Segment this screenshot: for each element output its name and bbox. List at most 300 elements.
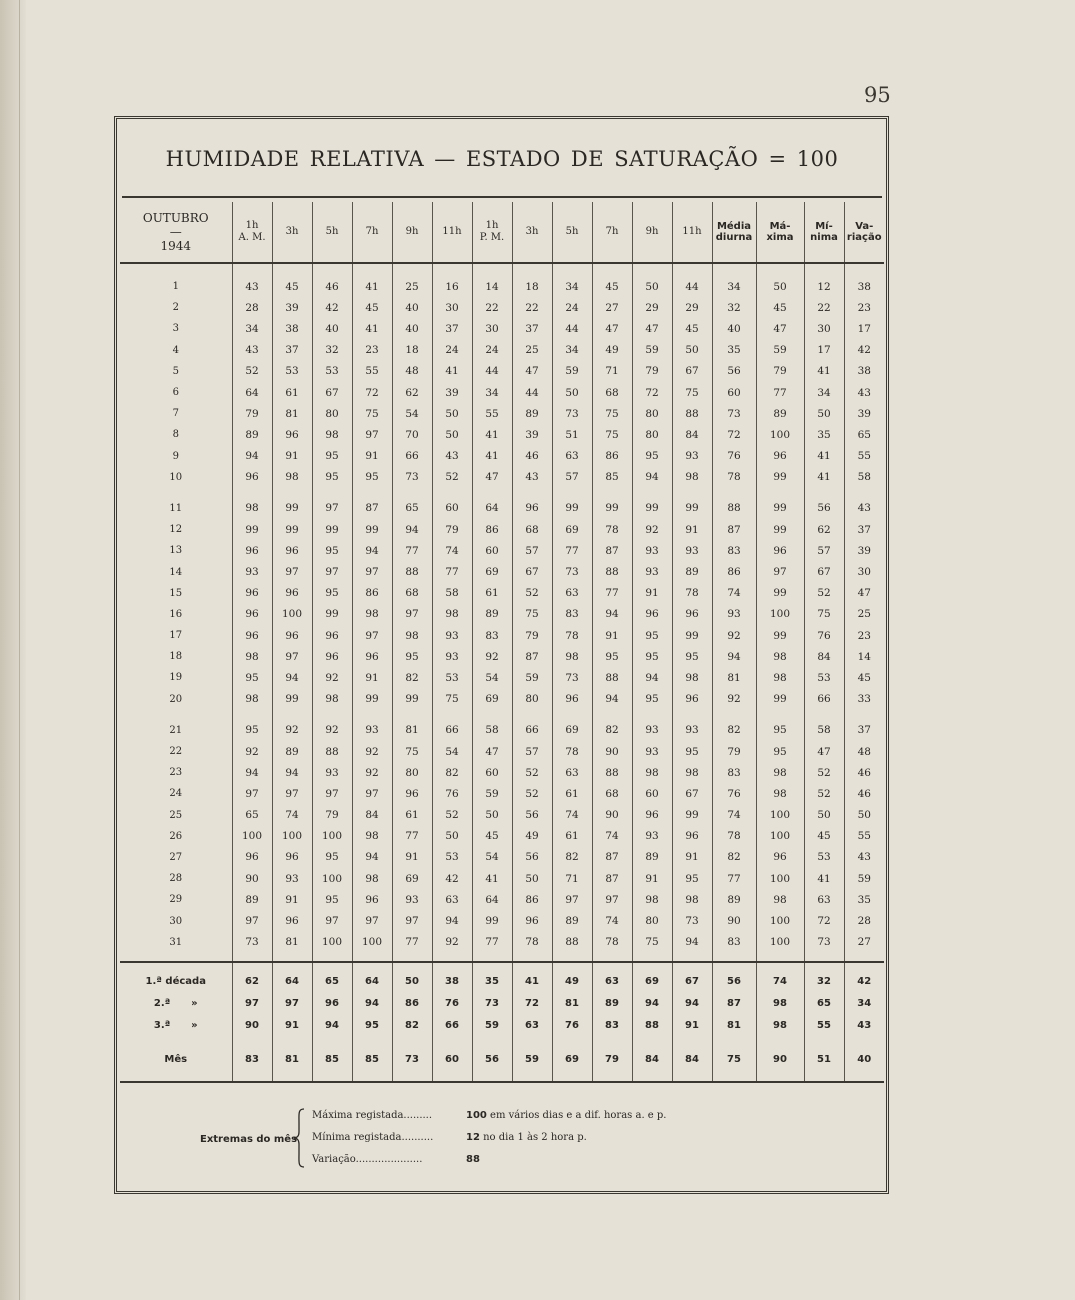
value-cell: 24 xyxy=(472,340,512,361)
value-cell: 56 xyxy=(512,847,552,868)
value-cell: 74 xyxy=(272,805,312,826)
header-hour: 9h xyxy=(632,202,672,263)
value-cell: 78 xyxy=(592,932,632,962)
value-cell: 96 xyxy=(272,625,312,646)
decade-row xyxy=(120,993,884,1015)
month-value: 69 xyxy=(552,1037,592,1082)
value-cell: 66 xyxy=(512,710,552,741)
table-row xyxy=(120,340,884,361)
header-daily-mean: Média diurna xyxy=(712,202,756,263)
value-cell: 55 xyxy=(844,446,884,467)
value-cell: 24 xyxy=(432,340,472,361)
value-cell: 32 xyxy=(712,297,756,318)
day-cell: 29 xyxy=(169,894,183,906)
value-cell: 99 xyxy=(756,519,804,540)
day-cell: 11 xyxy=(169,502,183,514)
value-cell: 39 xyxy=(844,403,884,424)
value-cell: 74 xyxy=(592,826,632,847)
header-hour: 11h xyxy=(672,202,712,263)
day-cell: 16 xyxy=(169,608,183,620)
value-cell: 99 xyxy=(272,519,312,540)
value-cell: 40 xyxy=(392,297,432,318)
decade-value: 63 xyxy=(512,1015,552,1037)
value-cell: 93 xyxy=(672,446,712,467)
value-cell: 96 xyxy=(392,783,432,804)
value-cell: 30 xyxy=(804,318,844,339)
value-cell: 98 xyxy=(312,424,352,445)
value-cell: 91 xyxy=(272,446,312,467)
value-cell: 59 xyxy=(512,667,552,688)
value-cell: 74 xyxy=(712,805,756,826)
value-cell: 100 xyxy=(756,910,804,931)
table-row xyxy=(120,519,884,540)
value-cell: 94 xyxy=(272,667,312,688)
table-row xyxy=(120,932,884,962)
decade-value: 55 xyxy=(804,1015,844,1037)
value-cell: 89 xyxy=(472,604,512,625)
value-cell: 54 xyxy=(432,741,472,762)
value-cell: 95 xyxy=(632,646,672,667)
value-cell: 17 xyxy=(804,340,844,361)
decade-value: 81 xyxy=(712,1015,756,1037)
decade-value: 76 xyxy=(552,1015,592,1037)
decade-value: 62 xyxy=(232,962,272,993)
value-cell: 95 xyxy=(312,446,352,467)
value-cell: 77 xyxy=(592,583,632,604)
header-row xyxy=(120,202,884,263)
value-cell: 82 xyxy=(552,847,592,868)
value-cell: 52 xyxy=(232,361,272,382)
value-cell: 98 xyxy=(232,689,272,710)
value-cell: 76 xyxy=(804,625,844,646)
value-cell: 47 xyxy=(804,741,844,762)
value-cell: 100 xyxy=(272,826,312,847)
value-cell: 66 xyxy=(432,710,472,741)
month-value: 83 xyxy=(232,1037,272,1082)
value-cell: 33 xyxy=(844,689,884,710)
table-row xyxy=(120,382,884,403)
table-row xyxy=(120,403,884,424)
value-cell: 95 xyxy=(592,646,632,667)
value-cell: 43 xyxy=(512,467,552,488)
value-cell: 67 xyxy=(312,382,352,403)
value-cell: 44 xyxy=(472,361,512,382)
value-cell: 43 xyxy=(844,488,884,519)
value-cell: 72 xyxy=(804,910,844,931)
value-cell: 45 xyxy=(592,263,632,297)
table-row xyxy=(120,910,884,931)
decade-value: 81 xyxy=(552,993,592,1015)
value-cell: 83 xyxy=(472,625,512,646)
value-cell: 92 xyxy=(352,741,392,762)
value-cell: 59 xyxy=(472,783,512,804)
month-value: 81 xyxy=(272,1037,312,1082)
value-cell: 66 xyxy=(804,689,844,710)
value-cell: 75 xyxy=(352,403,392,424)
value-cell: 60 xyxy=(712,382,756,403)
decade-value: 59 xyxy=(472,1015,512,1037)
value-cell: 18 xyxy=(392,340,432,361)
month-value: 85 xyxy=(312,1037,352,1082)
value-cell: 80 xyxy=(312,403,352,424)
value-cell: 97 xyxy=(232,783,272,804)
value-cell: 98 xyxy=(432,604,472,625)
value-cell: 47 xyxy=(472,741,512,762)
value-cell: 95 xyxy=(672,868,712,889)
value-cell: 41 xyxy=(472,868,512,889)
value-cell: 65 xyxy=(392,488,432,519)
value-cell: 64 xyxy=(472,488,512,519)
value-cell: 63 xyxy=(804,889,844,910)
value-cell: 54 xyxy=(472,847,512,868)
value-cell: 99 xyxy=(472,910,512,931)
value-cell: 96 xyxy=(672,604,712,625)
value-cell: 23 xyxy=(844,297,884,318)
value-cell: 41 xyxy=(432,361,472,382)
value-cell: 59 xyxy=(756,340,804,361)
value-cell: 35 xyxy=(804,424,844,445)
table-row xyxy=(120,783,884,804)
value-cell: 74 xyxy=(552,805,592,826)
value-cell: 98 xyxy=(672,762,712,783)
value-cell: 99 xyxy=(392,689,432,710)
value-cell: 78 xyxy=(712,467,756,488)
month-extremes xyxy=(200,1108,700,1174)
value-cell: 95 xyxy=(312,889,352,910)
value-cell: 75 xyxy=(432,689,472,710)
value-cell: 58 xyxy=(844,467,884,488)
day-cell: 27 xyxy=(169,851,183,863)
decade-value: 87 xyxy=(712,993,756,1015)
value-cell: 50 xyxy=(632,263,672,297)
extreme-variation-row: Variação..................... 88 xyxy=(312,1154,480,1165)
value-cell: 54 xyxy=(472,667,512,688)
value-cell: 77 xyxy=(392,826,432,847)
value-cell: 92 xyxy=(232,741,272,762)
value-cell: 72 xyxy=(632,382,672,403)
value-cell: 68 xyxy=(592,382,632,403)
decade-row xyxy=(120,962,884,993)
value-cell: 96 xyxy=(232,467,272,488)
day-cell: 24 xyxy=(169,788,183,800)
value-cell: 61 xyxy=(552,783,592,804)
value-cell: 80 xyxy=(392,762,432,783)
value-cell: 44 xyxy=(672,263,712,297)
decade-value: 95 xyxy=(352,1015,392,1037)
value-cell: 75 xyxy=(592,403,632,424)
value-cell: 88 xyxy=(592,561,632,582)
extreme-max-row: Máxima registada......... 100 em vários dias e a dif. horas a. e p. xyxy=(312,1110,667,1121)
value-cell: 28 xyxy=(232,297,272,318)
value-cell: 28 xyxy=(844,910,884,931)
value-cell: 70 xyxy=(392,424,432,445)
value-cell: 96 xyxy=(552,689,592,710)
decade-value: 86 xyxy=(392,993,432,1015)
value-cell: 64 xyxy=(472,889,512,910)
value-cell: 96 xyxy=(512,910,552,931)
decade-label: 3.ª » xyxy=(153,1020,198,1032)
book-spine xyxy=(0,0,26,1300)
value-cell: 97 xyxy=(352,783,392,804)
value-cell: 87 xyxy=(512,646,552,667)
value-cell: 52 xyxy=(432,467,472,488)
value-cell: 45 xyxy=(352,297,392,318)
decade-value: 94 xyxy=(352,993,392,1015)
header-hour: 9h xyxy=(392,202,432,263)
value-cell: 86 xyxy=(472,519,512,540)
value-cell: 62 xyxy=(392,382,432,403)
value-cell: 94 xyxy=(592,604,632,625)
value-cell: 30 xyxy=(844,561,884,582)
header-hour: 3h xyxy=(512,202,552,263)
value-cell: 56 xyxy=(804,488,844,519)
value-cell: 41 xyxy=(472,424,512,445)
value-cell: 50 xyxy=(472,805,512,826)
value-cell: 41 xyxy=(804,868,844,889)
value-cell: 98 xyxy=(756,646,804,667)
value-cell: 94 xyxy=(392,519,432,540)
value-cell: 98 xyxy=(756,889,804,910)
value-cell: 94 xyxy=(672,932,712,962)
value-cell: 72 xyxy=(352,382,392,403)
value-cell: 45 xyxy=(756,297,804,318)
value-cell: 75 xyxy=(512,604,552,625)
decade-value: 91 xyxy=(672,1015,712,1037)
value-cell: 75 xyxy=(804,604,844,625)
table-row xyxy=(120,297,884,318)
decade-value: 64 xyxy=(272,962,312,993)
value-cell: 100 xyxy=(756,604,804,625)
value-cell: 47 xyxy=(756,318,804,339)
value-cell: 83 xyxy=(712,540,756,561)
value-cell: 99 xyxy=(756,467,804,488)
value-cell: 97 xyxy=(272,561,312,582)
value-cell: 16 xyxy=(432,263,472,297)
value-cell: 73 xyxy=(712,403,756,424)
value-cell: 30 xyxy=(432,297,472,318)
value-cell: 99 xyxy=(756,625,804,646)
value-cell: 39 xyxy=(272,297,312,318)
value-cell: 96 xyxy=(232,625,272,646)
value-cell: 99 xyxy=(232,519,272,540)
value-cell: 40 xyxy=(712,318,756,339)
value-cell: 98 xyxy=(632,762,672,783)
value-cell: 99 xyxy=(272,689,312,710)
value-cell: 86 xyxy=(712,561,756,582)
value-cell: 25 xyxy=(512,340,552,361)
value-cell: 41 xyxy=(352,318,392,339)
value-cell: 67 xyxy=(672,783,712,804)
value-cell: 86 xyxy=(352,583,392,604)
value-cell: 50 xyxy=(844,805,884,826)
value-cell: 93 xyxy=(352,710,392,741)
value-cell: 96 xyxy=(272,910,312,931)
header-hour: 11h xyxy=(432,202,472,263)
decade-value: 73 xyxy=(472,993,512,1015)
value-cell: 56 xyxy=(712,361,756,382)
value-cell: 34 xyxy=(712,263,756,297)
value-cell: 100 xyxy=(312,932,352,962)
title-box xyxy=(122,122,882,198)
value-cell: 60 xyxy=(472,762,512,783)
value-cell: 79 xyxy=(632,361,672,382)
value-cell: 63 xyxy=(552,446,592,467)
value-cell: 90 xyxy=(712,910,756,931)
value-cell: 83 xyxy=(552,604,592,625)
value-cell: 96 xyxy=(312,625,352,646)
value-cell: 80 xyxy=(632,910,672,931)
value-cell: 95 xyxy=(312,583,352,604)
value-cell: 96 xyxy=(632,604,672,625)
value-cell: 73 xyxy=(672,910,712,931)
value-cell: 100 xyxy=(232,826,272,847)
value-cell: 45 xyxy=(472,826,512,847)
value-cell: 50 xyxy=(432,403,472,424)
decade-label: 2.ª » xyxy=(153,998,198,1010)
value-cell: 84 xyxy=(352,805,392,826)
value-cell: 93 xyxy=(392,889,432,910)
value-cell: 61 xyxy=(272,382,312,403)
value-cell: 99 xyxy=(352,519,392,540)
value-cell: 92 xyxy=(352,762,392,783)
value-cell: 45 xyxy=(844,667,884,688)
table-title: HUMIDADE RELATIVA — ESTADO DE SATURAÇÃO = 100 xyxy=(165,147,839,171)
value-cell: 100 xyxy=(756,932,804,962)
value-cell: 57 xyxy=(512,540,552,561)
value-cell: 79 xyxy=(512,625,552,646)
value-cell: 92 xyxy=(632,519,672,540)
value-cell: 57 xyxy=(512,741,552,762)
header-hour: 5h xyxy=(552,202,592,263)
value-cell: 100 xyxy=(756,424,804,445)
value-cell: 52 xyxy=(512,783,552,804)
value-cell: 95 xyxy=(756,741,804,762)
decade-value: 91 xyxy=(272,1015,312,1037)
value-cell: 35 xyxy=(712,340,756,361)
value-cell: 35 xyxy=(844,889,884,910)
value-cell: 77 xyxy=(756,382,804,403)
value-cell: 96 xyxy=(272,847,312,868)
value-cell: 97 xyxy=(352,424,392,445)
value-cell: 53 xyxy=(432,667,472,688)
value-cell: 89 xyxy=(512,403,552,424)
value-cell: 72 xyxy=(712,424,756,445)
value-cell: 98 xyxy=(672,667,712,688)
decade-value: 83 xyxy=(592,1015,632,1037)
header-hour: 1h A. M. xyxy=(232,202,272,263)
value-cell: 98 xyxy=(232,488,272,519)
value-cell: 23 xyxy=(844,625,884,646)
value-cell: 46 xyxy=(844,783,884,804)
value-cell: 74 xyxy=(592,910,632,931)
value-cell: 92 xyxy=(712,625,756,646)
value-cell: 89 xyxy=(712,889,756,910)
decade-value: 94 xyxy=(312,1015,352,1037)
value-cell: 96 xyxy=(232,583,272,604)
value-cell: 73 xyxy=(552,403,592,424)
value-cell: 69 xyxy=(552,710,592,741)
value-cell: 66 xyxy=(392,446,432,467)
decade-value: 32 xyxy=(804,962,844,993)
value-cell: 93 xyxy=(632,561,672,582)
value-cell: 93 xyxy=(632,540,672,561)
value-cell: 95 xyxy=(632,689,672,710)
value-cell: 77 xyxy=(392,540,432,561)
value-cell: 81 xyxy=(392,710,432,741)
value-cell: 27 xyxy=(844,932,884,962)
value-cell: 77 xyxy=(552,540,592,561)
value-cell: 95 xyxy=(312,847,352,868)
value-cell: 96 xyxy=(232,540,272,561)
value-cell: 87 xyxy=(352,488,392,519)
value-cell: 60 xyxy=(632,783,672,804)
value-cell: 97 xyxy=(592,889,632,910)
value-cell: 42 xyxy=(844,340,884,361)
value-cell: 56 xyxy=(512,805,552,826)
value-cell: 52 xyxy=(804,583,844,604)
value-cell: 99 xyxy=(352,689,392,710)
value-cell: 83 xyxy=(712,762,756,783)
header-hour: 3h xyxy=(272,202,312,263)
value-cell: 98 xyxy=(756,783,804,804)
value-cell: 96 xyxy=(232,847,272,868)
value-cell: 34 xyxy=(552,340,592,361)
value-cell: 96 xyxy=(756,446,804,467)
value-cell: 98 xyxy=(552,646,592,667)
value-cell: 96 xyxy=(352,646,392,667)
value-cell: 74 xyxy=(712,583,756,604)
value-cell: 49 xyxy=(592,340,632,361)
value-cell: 88 xyxy=(392,561,432,582)
value-cell: 99 xyxy=(312,604,352,625)
decade-value: 97 xyxy=(272,993,312,1015)
month-value: 56 xyxy=(472,1037,512,1082)
value-cell: 30 xyxy=(472,318,512,339)
value-cell: 90 xyxy=(592,741,632,762)
decade-value: 69 xyxy=(632,962,672,993)
value-cell: 25 xyxy=(392,263,432,297)
value-cell: 92 xyxy=(312,667,352,688)
table-row xyxy=(120,847,884,868)
value-cell: 99 xyxy=(672,488,712,519)
value-cell: 38 xyxy=(272,318,312,339)
value-cell: 67 xyxy=(804,561,844,582)
value-cell: 43 xyxy=(844,382,884,403)
value-cell: 96 xyxy=(232,604,272,625)
value-cell: 99 xyxy=(312,519,352,540)
value-cell: 96 xyxy=(312,646,352,667)
value-cell: 82 xyxy=(712,710,756,741)
value-cell: 50 xyxy=(672,340,712,361)
table-row xyxy=(120,826,884,847)
value-cell: 57 xyxy=(804,540,844,561)
value-cell: 22 xyxy=(804,297,844,318)
extremes-label: Extremas do mês xyxy=(200,1134,298,1145)
day-cell: 12 xyxy=(169,524,183,536)
value-cell: 88 xyxy=(312,741,352,762)
value-cell: 93 xyxy=(672,710,712,741)
day-cell: 22 xyxy=(169,746,183,758)
decade-value: 50 xyxy=(392,962,432,993)
value-cell: 91 xyxy=(632,583,672,604)
value-cell: 94 xyxy=(232,446,272,467)
table-row xyxy=(120,625,884,646)
value-cell: 69 xyxy=(552,519,592,540)
value-cell: 38 xyxy=(844,263,884,297)
value-cell: 71 xyxy=(592,361,632,382)
value-cell: 78 xyxy=(672,583,712,604)
value-cell: 53 xyxy=(804,667,844,688)
